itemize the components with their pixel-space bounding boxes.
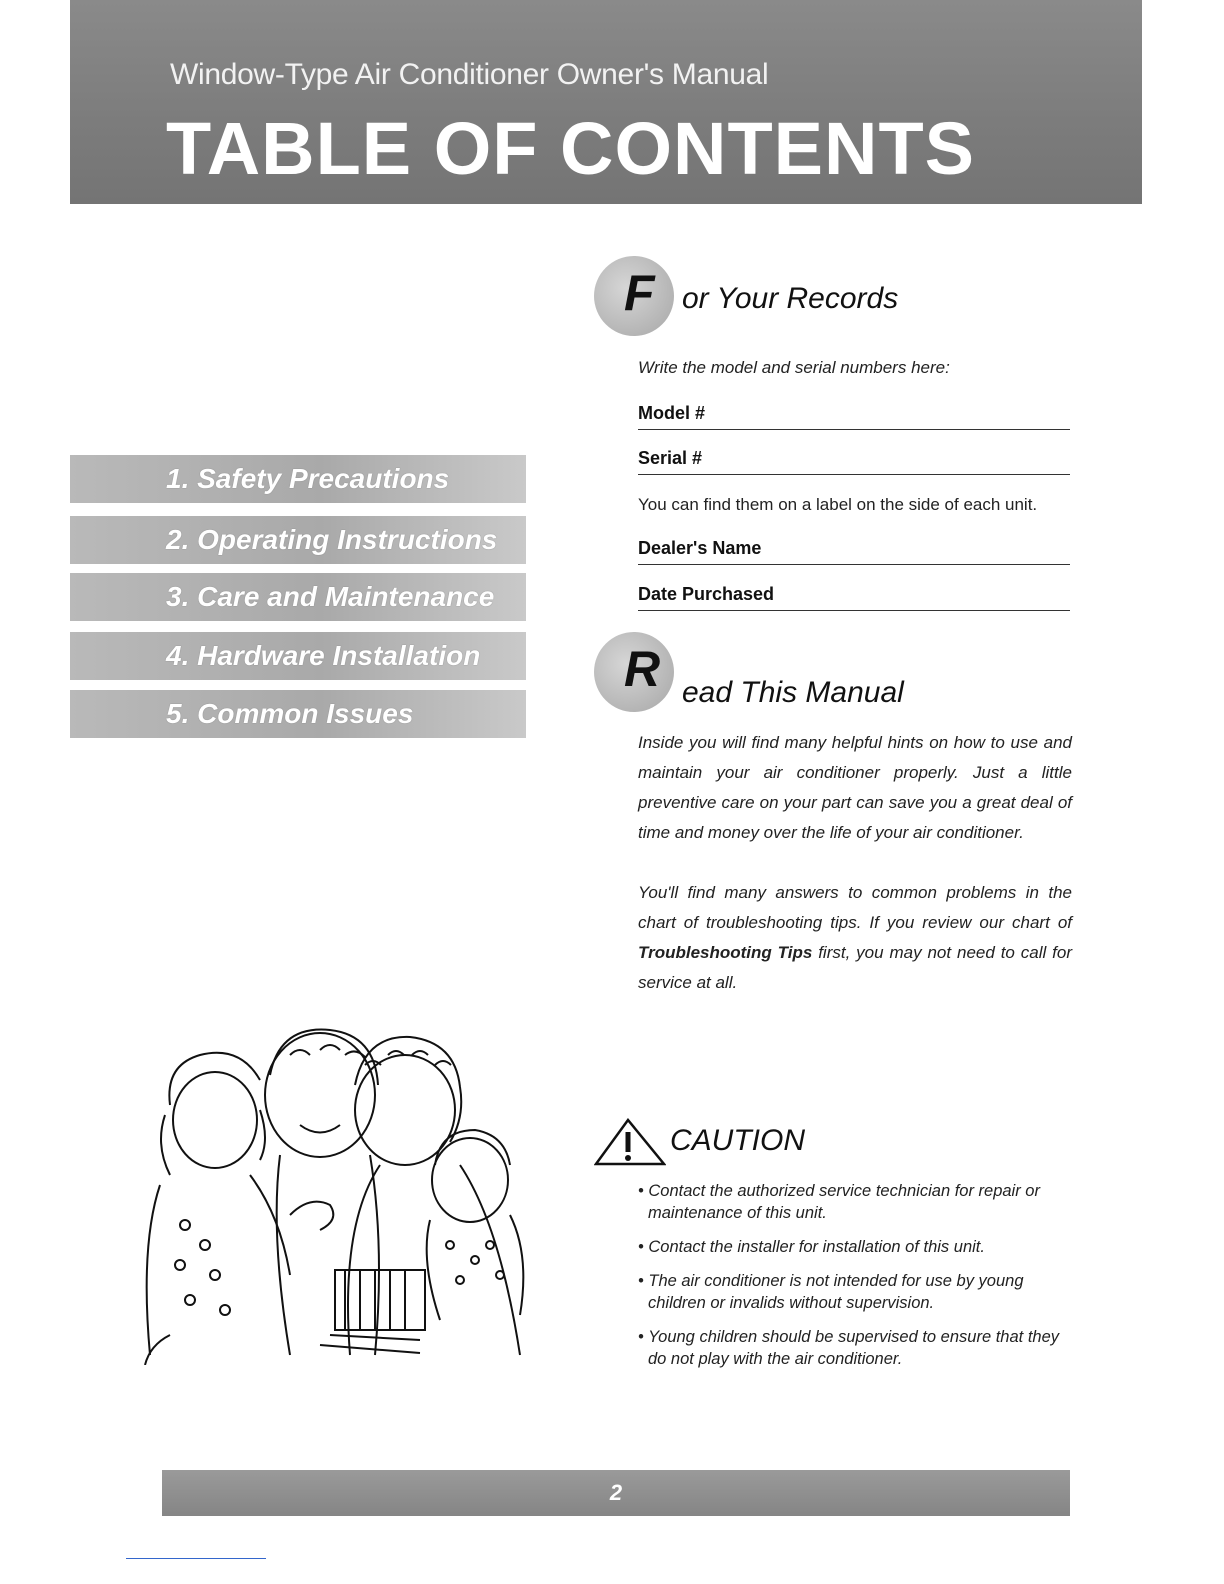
page-number: 2 [609,1480,623,1505]
serial-number-label: Serial # [638,448,703,468]
footer-band [162,1470,1070,1516]
toc-item-hardware[interactable]: 4. Hardware Installation [70,632,526,680]
label-location-note: You can find them on a label on the side of each unit. [638,495,1038,514]
caution-list [638,1180,1074,1382]
records-intro: Write the model and serial numbers here: [638,358,950,377]
dealer-name-field[interactable] [638,538,1070,565]
toc-item-safety[interactable]: 1. Safety Precautions [70,455,526,503]
drop-cap-letter: F [624,265,655,321]
model-number-label: Model # [638,403,706,423]
date-purchased-label: Date Purchased [638,584,775,604]
header-banner [70,0,1142,204]
toc-item-care[interactable]: 3. Care and Maintenance [70,573,526,621]
caution-item: • The air conditioner is not intended for use by young children or invalids without supervision. [638,1272,1024,1312]
manual-paragraph-2-end: first, you may not need to call for service at all. [638,943,1072,992]
toc-item-common-issues[interactable]: 5. Common Issues [70,690,526,738]
model-number-field[interactable] [638,403,1070,430]
drop-cap-letter: R [624,641,661,697]
manual-subtitle: Window-Type Air Conditioner Owner's Manual [170,58,769,91]
caution-item: • Contact the authorized service technician for repair or maintenance of this unit. [638,1182,1040,1222]
toc-item-operating[interactable]: 2. Operating Instructions [70,516,526,564]
serial-number-field[interactable] [638,448,1070,475]
page-title: TABLE OF CONTENTS [166,107,976,190]
manual-paragraph-2-start: You'll find many answers to common problems in the chart of troubleshooting tips. If you review our chart of [638,883,1072,932]
dealer-name-label: Dealer's Name [638,538,762,558]
family-illustration [130,1015,550,1365]
manual-title: ead This Manual [682,676,904,709]
troubleshooting-tips-link: Troubleshooting Tips [638,943,813,962]
caution-title: CAUTION [670,1124,805,1157]
records-title: or Your Records [682,282,899,315]
caution-item: • Young children should be supervised to ensure that they do not play with the air conditioner. [638,1328,1060,1368]
caution-item: • Contact the installer for installation of this unit. [638,1238,985,1256]
warning-triangle-icon [594,1118,666,1168]
date-purchased-field[interactable] [638,584,1070,611]
manual-paragraph-2 [638,878,1072,998]
manual-paragraph-1: Inside you will find many helpful hints on how to use and maintain your air conditioner properly. Just a little preventive care on your part can save you a great deal of time and money over the life of your air conditioner. [638,733,1072,842]
footer-rule [126,1558,266,1559]
